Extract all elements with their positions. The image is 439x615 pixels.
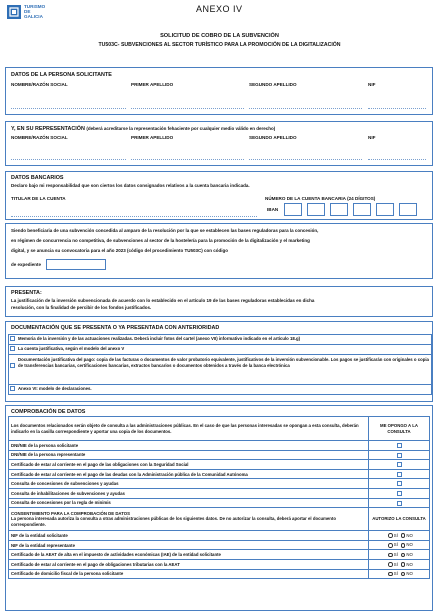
- rep-surname2-label: SEGUNDO APELLIDO: [249, 135, 297, 140]
- present-line-2: resolución, con la finalidad de percibir de los fondos justificados.: [11, 305, 152, 310]
- rep-nif-field[interactable]: [368, 159, 426, 160]
- oppose-checkbox-2[interactable]: [397, 453, 402, 458]
- bank-section: [5, 171, 433, 220]
- oppose-checkbox-5[interactable]: [397, 481, 402, 486]
- doc-checkbox-3[interactable]: [10, 363, 15, 368]
- file-number-field[interactable]: [46, 259, 106, 270]
- no-radio-4[interactable]: [401, 562, 406, 567]
- no-radio-5[interactable]: [401, 572, 406, 577]
- account-box-3[interactable]: [330, 203, 348, 216]
- beneficiary-line-2: en régimen de concurrencia no competitiva, de subvenciones al sector de la hostelería para la promoción de la digitalización y el marketing: [11, 238, 310, 243]
- oppose-row: [9, 479, 430, 489]
- present-section: [5, 286, 433, 317]
- present-line-1: La justificación de la inversión subvencionada de acuerdo con lo establecido en el artículo 19 de las bases reguladoras establecidas en dicha: [11, 298, 315, 303]
- applicant-heading: DATOS DE LA PERSONA SOLICITANTE: [11, 72, 112, 78]
- logo-text-2: DE: [24, 9, 31, 15]
- representative-note: (deberá acreditarse la representación fehaciente por cualquier medio válido en derecho): [86, 126, 276, 131]
- surname2-field[interactable]: [249, 108, 362, 109]
- page-title: SOLICITUD DE COBRO DE LA SUBVENCIÓN: [160, 33, 279, 39]
- account-box-2[interactable]: [307, 203, 325, 216]
- representative-heading: [11, 126, 275, 132]
- consent-row-label: Certificado de estar al corriente en el pago de obligaciones tributarias con la AEAT: [9, 559, 369, 569]
- consent-row-label: Certificado de la AEAT de alta en el impuesto de actividades económicas (IAE) de la entidad solicitante: [9, 550, 369, 560]
- oppose-row: [9, 441, 430, 451]
- consent-text: La persona interesada autoriza la consulta a otras administraciones públicas de los siguientes datos. De no autorizar la consulta, deberá aportar el documento correspondiente.: [11, 516, 336, 527]
- yes-label: SÍ: [393, 532, 398, 538]
- consent-cell: [9, 508, 369, 531]
- oppose-row-label: DNI/NIE de la persona representante: [9, 450, 369, 460]
- consent-options: [369, 569, 430, 579]
- yes-label: SÍ: [393, 561, 398, 567]
- documentation-heading: DOCUMENTACIÓN QUE SE PRESENTA O YA PRESENTADA CON ANTERIORIDAD: [11, 325, 220, 331]
- name-label: NOMBRE/RAZÓN SOCIAL: [11, 82, 68, 87]
- turismo-galicia-logo: [6, 3, 66, 25]
- authorize-header: AUTORIZO LA CONSULTA: [369, 508, 430, 531]
- doc-item-1[interactable]: [8, 334, 432, 344]
- consent-row-label: Certificado de domicilio fiscal de la persona solicitante: [9, 569, 369, 579]
- rep-surname2-field[interactable]: [249, 159, 362, 160]
- oppose-row: [9, 498, 430, 508]
- account-box-5[interactable]: [376, 203, 394, 216]
- account-label: NÚMERO DE LA CUENTA BANCARIA (24 DÍGITOS): [265, 196, 376, 201]
- name-field[interactable]: [11, 108, 126, 109]
- surname2-label: SEGUNDO APELLIDO: [249, 82, 297, 87]
- oppose-row: [9, 469, 430, 479]
- holder-label: TITULAR DE LA CUENTA: [11, 196, 66, 201]
- surname1-field[interactable]: [131, 108, 244, 109]
- logo-text-1: TURISMO: [24, 4, 46, 9]
- oppose-checkbox-6[interactable]: [397, 491, 402, 496]
- oppose-row-label: Consulta de concesiones de subvenciones y ayudas: [9, 479, 369, 489]
- yes-radio-2[interactable]: [388, 543, 393, 548]
- oppose-row-label: DNI/NIE de la persona solicitante: [9, 441, 369, 451]
- consent-options: [369, 559, 430, 569]
- oppose-row-label: Consulta de concesiones por la regla de minimis: [9, 498, 369, 508]
- oppose-row-label: Consulta de inhabilitaciones de subvenciones y ayudas: [9, 488, 369, 498]
- no-label: NO: [406, 542, 413, 548]
- account-box-6[interactable]: [399, 203, 417, 216]
- bank-heading: DATOS BANCARIOS: [11, 175, 64, 181]
- annex-label: ANEXO IV: [196, 4, 243, 14]
- oppose-row: [9, 460, 430, 470]
- yes-label: SÍ: [393, 571, 398, 577]
- iban-label: IBAN: [267, 207, 279, 212]
- logo-text-3: GALICIA: [24, 14, 43, 20]
- doc-label-4: Anexo VI: modelo de declaraciones.: [18, 386, 92, 391]
- oppose-row-label: Certificado de estar al corriente en el pago de las deudas con la Administración pública de la Comunidad Autónoma: [9, 469, 369, 479]
- no-label: NO: [406, 571, 413, 577]
- beneficiary-line-1: Siendo beneficiaria de una subvención concedida al amparo de la resolución por la que se establecen las bases reguladoras para la concesión,: [11, 228, 319, 233]
- consent-row-label: NIF de la entidad representante: [9, 540, 369, 550]
- oppose-checkbox-7[interactable]: [397, 501, 402, 506]
- yes-radio-4[interactable]: [388, 562, 393, 567]
- oppose-checkbox-4[interactable]: [397, 472, 402, 477]
- no-radio-2[interactable]: [401, 543, 406, 548]
- rep-name-field[interactable]: [11, 159, 126, 160]
- oppose-checkbox-3[interactable]: [397, 462, 402, 467]
- doc-item-2[interactable]: [8, 344, 432, 354]
- holder-field[interactable]: [11, 216, 257, 217]
- no-radio-3[interactable]: [401, 553, 406, 558]
- present-heading: PRESENTA:: [11, 290, 42, 296]
- doc-checkbox-2[interactable]: [10, 346, 15, 351]
- rep-surname1-field[interactable]: [131, 159, 244, 160]
- representative-section: [5, 121, 433, 166]
- account-box-1[interactable]: [284, 203, 302, 216]
- oppose-table: [8, 416, 430, 579]
- doc-checkbox-1[interactable]: [10, 336, 15, 341]
- consent-row-label: NIF de la entidad solicitante: [9, 531, 369, 541]
- yes-radio-3[interactable]: [388, 553, 393, 558]
- applicant-section: [5, 67, 433, 115]
- beneficiary-section: [5, 223, 433, 279]
- doc-checkbox-4[interactable]: [10, 386, 15, 391]
- consent-title: CONSENTIMIENTO PARA LA COMPROBACIÓN DE DATOS: [11, 510, 130, 516]
- rep-name-label: NOMBRE/RAZÓN SOCIAL: [11, 135, 68, 140]
- verification-intro: Los documentos relacionados serán objeto de consulta a las administraciones públicas. En el caso de que las personas interesadas se opongan a esta consulta, deberán indicarlo en la casilla correspondiente y aportar una copia de los documentos.: [9, 417, 369, 441]
- yes-radio-5[interactable]: [388, 572, 393, 577]
- consent-row: [9, 559, 430, 569]
- yes-label: SÍ: [393, 542, 398, 548]
- nif-label: NIF: [368, 82, 376, 87]
- page-subtitle: TU503C- SUBVENCIONES AL SECTOR TURÍSTICO PARA LA PROMOCIÓN DE LA DIGITALIZACIÓN: [98, 42, 341, 48]
- beneficiary-line-3: digital, y se anuncia su convocatoria para el año 2023 (código del procedimiento TU503C) con código: [11, 248, 229, 253]
- file-label: de expediente: [11, 262, 42, 267]
- yes-label: SÍ: [393, 552, 398, 558]
- account-box-4[interactable]: [353, 203, 371, 216]
- consent-row: [9, 550, 430, 560]
- rep-surname1-label: PRIMER APELLIDO: [131, 135, 174, 140]
- oppose-header: ME OPONGO A LA CONSULTA: [369, 417, 430, 441]
- nif-field[interactable]: [368, 108, 426, 109]
- doc-item-3[interactable]: [8, 354, 432, 384]
- rep-nif-label: NIF: [368, 135, 376, 140]
- consent-options: [369, 540, 430, 550]
- no-radio-1[interactable]: [401, 533, 406, 538]
- consent-row: [9, 531, 430, 541]
- doc-item-4[interactable]: [8, 384, 432, 395]
- no-label: NO: [406, 532, 413, 538]
- verification-heading: COMPROBACIÓN DE DATOS: [11, 409, 86, 415]
- representative-heading-text: Y, EN SU REPRESENTACIÓN: [11, 126, 85, 132]
- consent-options: [369, 531, 430, 541]
- doc-label-2: La cuenta justificativa, según el modelo del anexo V: [18, 346, 125, 351]
- bank-declaration: Declaro bajo mi responsabilidad que son ciertos los datos consignados relativos a la cuenta bancaria indicada.: [11, 183, 250, 188]
- no-label: NO: [406, 561, 413, 567]
- oppose-row-label: Certificado de estar al corriente en el pago de las obligaciones con la Seguridad Social: [9, 460, 369, 470]
- consent-options: [369, 550, 430, 560]
- oppose-row: [9, 488, 430, 498]
- doc-label-1: Memoria de la inversión y de las actuaciones realizadas. Deberá incluir fotos del cartel (anexo VII) informativo indicado en el artículo 18.g): [18, 336, 301, 341]
- consent-row: [9, 569, 430, 579]
- no-label: NO: [406, 552, 413, 558]
- oppose-row: [9, 450, 430, 460]
- oppose-checkbox-1[interactable]: [397, 443, 402, 448]
- doc-label-3: Documentación justificativa del pago: copia de las facturas o documentos de valor probatorio equivalente, justificativos de la inversión subvencionable. Los pagos se justificarán con originales o copia de transferencias bancarias, certificaciones bancarias, extractos bancarios o documentos obtenidos a través de la banca electrónica: [18, 357, 429, 368]
- surname1-label: PRIMER APELLIDO: [131, 82, 174, 87]
- consent-row: [9, 540, 430, 550]
- yes-radio-1[interactable]: [388, 533, 393, 538]
